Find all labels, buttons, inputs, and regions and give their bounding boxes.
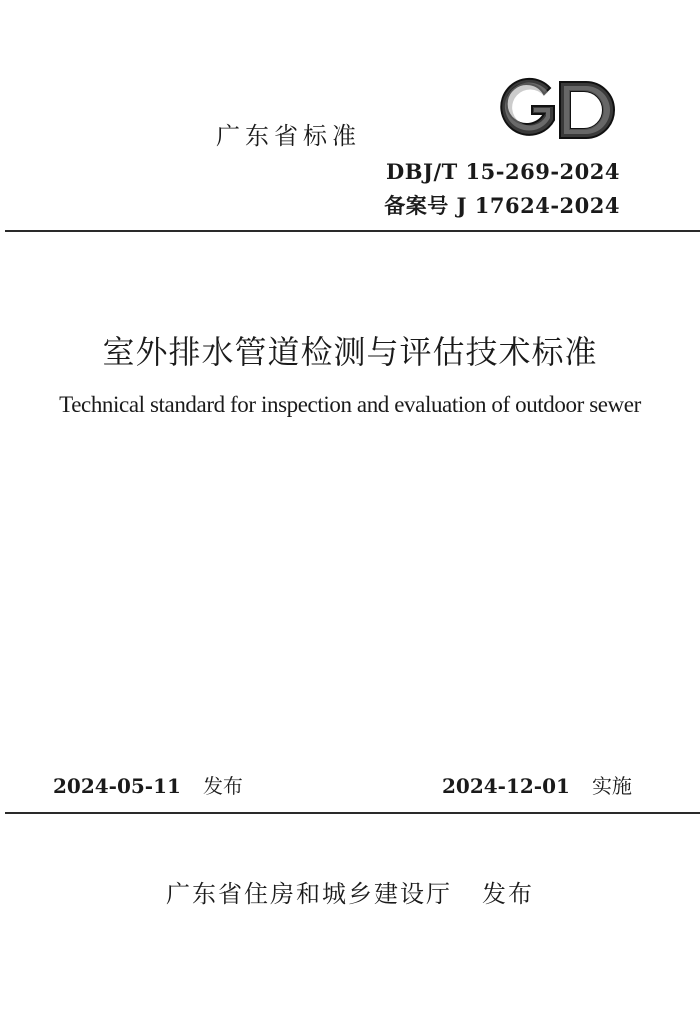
publisher-block bbox=[0, 874, 700, 909]
filing-number: 备案号 J 17624-2024 bbox=[384, 193, 620, 218]
effective-date-block bbox=[442, 770, 632, 799]
standard-code: DBJ/T 15-269-2024 bbox=[386, 159, 620, 184]
top-divider bbox=[5, 230, 700, 232]
gd-logo-graphic bbox=[494, 76, 622, 144]
effective-date: 2024-12-01 bbox=[442, 774, 570, 798]
gd-logo bbox=[494, 76, 622, 144]
effective-label: 实施 bbox=[591, 774, 632, 798]
title-chinese: 室外排水管道检测与评估技术标准 bbox=[102, 333, 598, 371]
issue-date-block bbox=[53, 770, 243, 799]
bottom-divider bbox=[5, 812, 700, 814]
issue-label: 发布 bbox=[202, 774, 243, 798]
province-standard-label: 广东省标准 bbox=[216, 122, 361, 150]
title-english: Technical standard for inspection and evaluation of outdoor sewer bbox=[59, 392, 641, 417]
issue-date: 2024-05-11 bbox=[53, 774, 181, 798]
publisher-name: 广东省住房和城乡建设厅 bbox=[166, 880, 452, 908]
publisher-action: 发布 bbox=[482, 880, 534, 908]
